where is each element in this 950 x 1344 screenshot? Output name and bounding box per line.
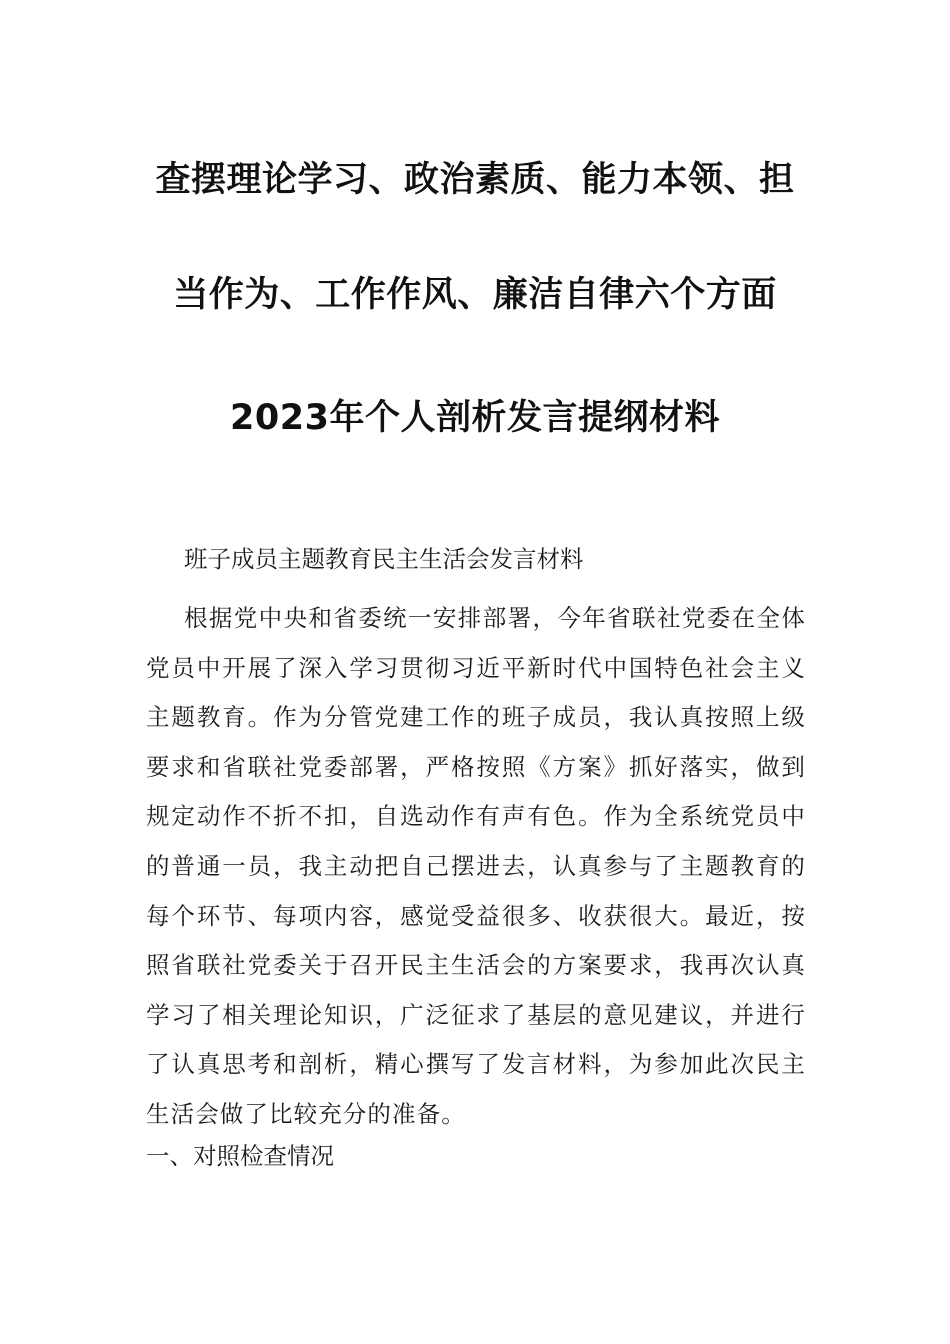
subtitle: 班子成员主题教育民主生活会发言材料: [184, 545, 584, 573]
title-line-1: 查摆理论学习、政治素质、能力本领、担: [155, 160, 795, 200]
title-line-3: 2023年个人剖析发言提纲材料: [230, 398, 720, 438]
title-line-2: 当作为、工作作风、廉洁自律六个方面: [173, 275, 777, 315]
section-heading: 一、对照检查情况: [146, 1142, 334, 1170]
body-paragraph: 根据党中央和省委统一安排部署，今年省联社党委在全体党员中开展了深入学习贯彻习近平新时代中国特色社会主义主题教育。作为分管党建工作的班子成员，我认真按照上级要求和省联社党委部署，严格按照《方案》抓好落实，做到规定动作不折不扣，自选动作有声有色。作为全系统党员中的普通一员，我主动把自己摆进去，认真参与了主题教育的每个环节、每项内容，感觉受益很多、收获很大。最近，按照省联社党委关于召开民主生活会的方案要求，我再次认真学习了相关理论知识，广泛征求了基层的意见建议，并进行了认真思考和剖析，精心撰写了发言材料，为参加此次民主生活会做了比较充分的准备。: [146, 604, 806, 1128]
